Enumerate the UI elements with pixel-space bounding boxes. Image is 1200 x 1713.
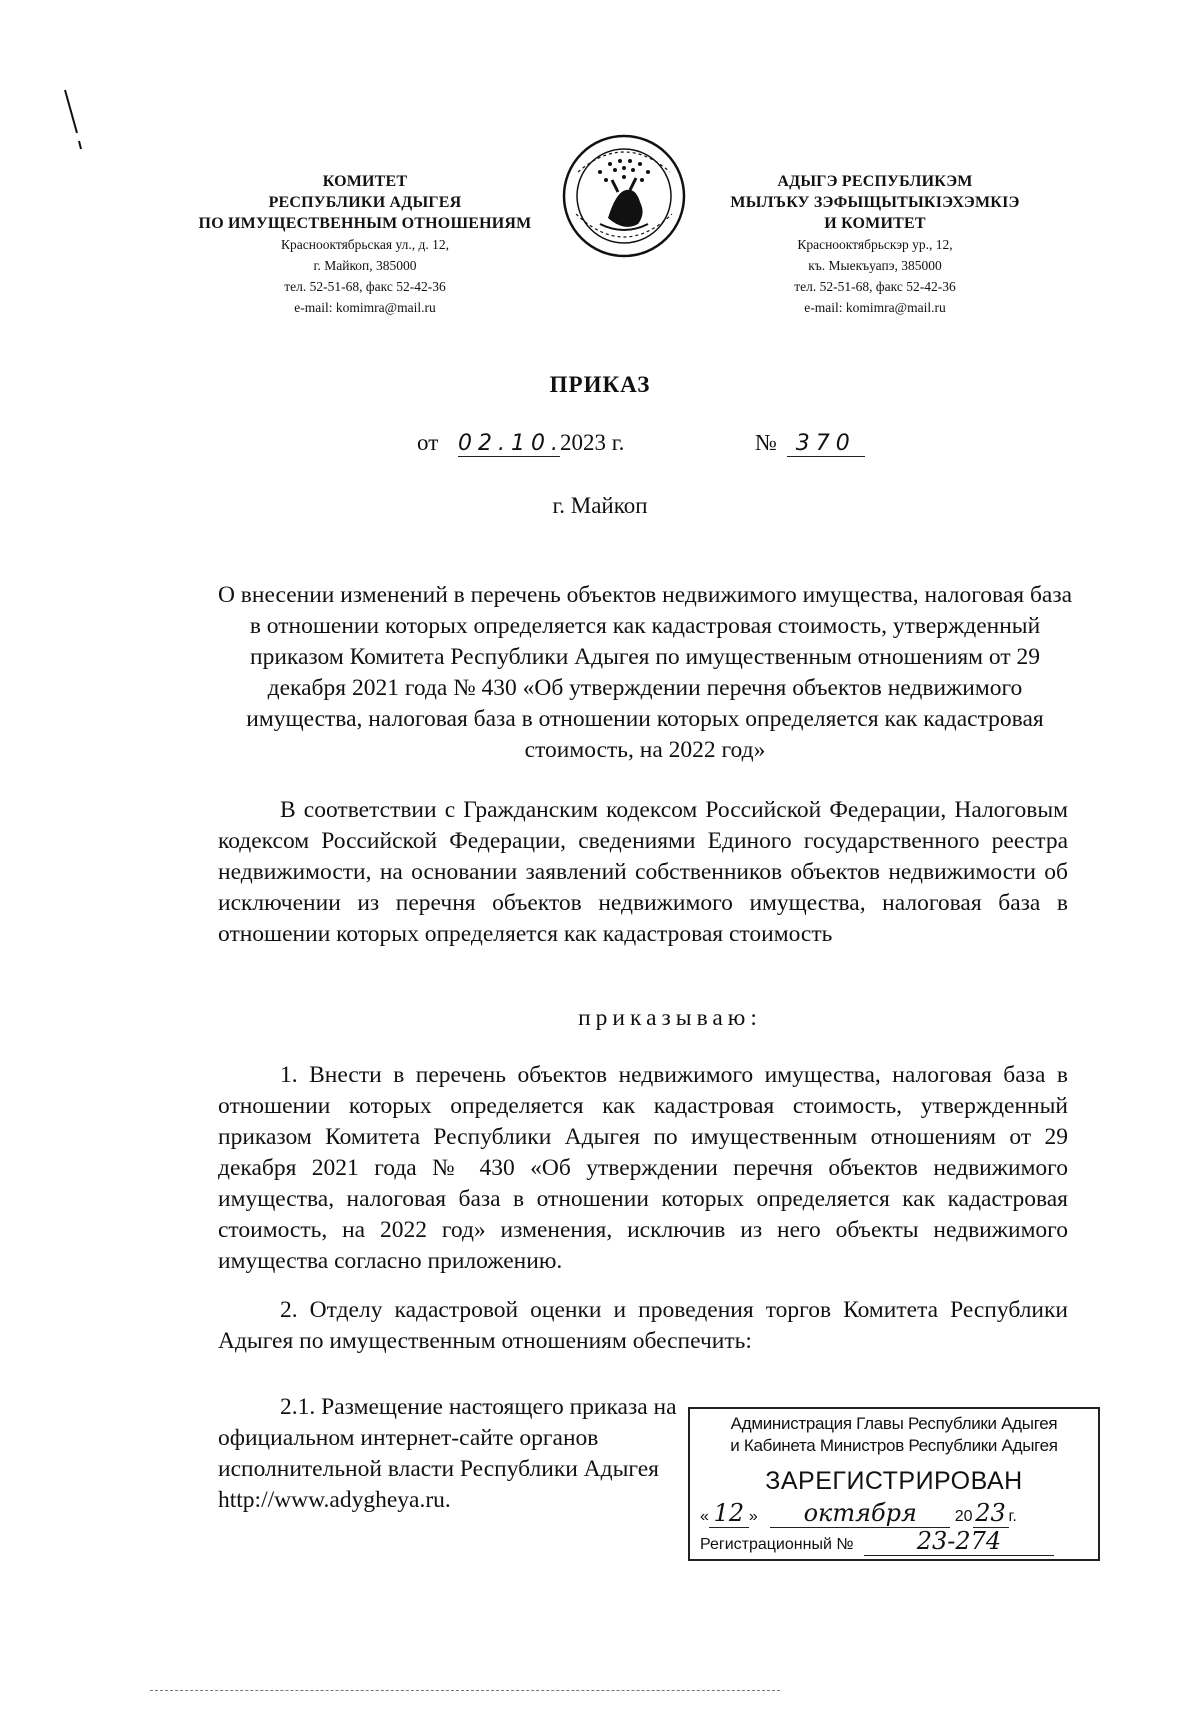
city: г. Майкоп — [552, 493, 648, 518]
org-name-adyghe-line1: АДЫГЭ РЕСПУБЛИКЭМ — [777, 173, 973, 190]
org-phone-adyghe: тел. 52-51-68, факс 52-42-36 — [794, 279, 956, 294]
stamp-month: октября — [770, 1499, 950, 1528]
scan-artifact-line — [150, 1690, 780, 1691]
item-2-1-paragraph: 2.1. Размещение настоящего приказа на официальном интернет-сайте органов исполнительной власти Республики Адыгея http://www.adygheya.ru. — [218, 1394, 677, 1513]
stamp-year-suffix: 23 — [973, 1499, 1009, 1528]
handwritten-date: 02.10. — [458, 431, 564, 456]
org-name-adyghe-line2: МЫЛЪКУ ЗЭФЫЩЫТЫКIЭХЭМКIЭ — [730, 194, 1020, 211]
document-subject: О внесении изменений в перечень объектов недвижимого имущества, налоговая база в отношении которых определяется как кадастровая стоимость, утвержденный приказом Комитета Республики Адыгея по имущественным отношениям от 29 декабря 2021 года № 430 «Об утверждении перечня объектов недвижимого имущества, налоговая база в отношении которых определяется как кадастровая стоимость, на 2022 год» — [217, 582, 1073, 763]
order-word: приказываю: — [578, 1005, 762, 1031]
registration-stamp — [688, 1407, 1100, 1561]
stamp-year-prefix: 20 — [954, 1508, 973, 1525]
org-address-adyghe-line1: Краснооктябрьскэр ур., 12, — [797, 237, 953, 252]
header-left — [190, 171, 540, 318]
org-phone: тел. 52-51-68, факс 52-42-36 — [284, 279, 446, 294]
org-name-line2: РЕСПУБЛИКИ АДЫГЕЯ — [268, 194, 462, 211]
stamp-quote-close: » — [748, 1508, 758, 1525]
pen-mark — [55, 85, 95, 155]
org-email: e-mail: komimra@mail.ru — [294, 300, 436, 315]
org-email-adyghe: e-mail: komimra@mail.ru — [804, 300, 946, 315]
adygea-coat-of-arms-icon — [560, 132, 688, 260]
org-address-line2: г. Майкоп, 385000 — [313, 258, 417, 273]
date-year: 2023 г. — [560, 430, 625, 455]
stamp-authority-line1: Администрация Главы Республики Адыгея — [730, 1414, 1058, 1433]
header-right — [700, 171, 1050, 318]
handwritten-number: 370 — [787, 431, 865, 457]
stamp-date-line — [700, 1499, 1090, 1528]
number-label: № — [755, 430, 777, 455]
org-name-line1: КОМИТЕТ — [322, 173, 408, 190]
stamp-year-g: г. — [1008, 1508, 1017, 1525]
stamp-registered: ЗАРЕГИСТРИРОВАН — [765, 1467, 1023, 1495]
org-name-line3: ПО ИМУЩЕСТВЕННЫМ ОТНОШЕНИЯМ — [198, 215, 532, 232]
number-line — [755, 430, 865, 457]
stamp-reg-line — [700, 1527, 1090, 1556]
item-1-paragraph: 1. Внести в перечень объектов недвижимого имущества, налоговая база в отношении которых определяется как кадастровая стоимость, утвержденный приказом Комитета Республики Адыгея по имущественным отношениям от 29 декабря 2021 года № 430 «Об утверждении перечня объектов недвижимого имущества, налоговая база в отношении которых определяется как кадастровая стоимость, на 2022 год» изменения, исключив из него объекты недвижимого имущества согласно приложению. — [218, 1062, 1068, 1274]
stamp-day: 12 — [709, 1499, 749, 1528]
date-line — [417, 430, 624, 457]
preamble-paragraph: В соответствии с Гражданским кодексом Российской Федерации, Налоговым кодексом Российской Федерации, сведениями Единого государственного реестра недвижимости, на основании заявлений собственников объектов недвижимости об исключении из перечня объектов недвижимого имущества, налоговая база в отношении которых определяется как кадастровая стоимость — [218, 797, 1068, 947]
stamp-authority-line2: и Кабинета Министров Республики Адыгея — [730, 1436, 1058, 1455]
org-address-adyghe-line2: къ. Мыекъуапэ, 385000 — [808, 258, 942, 273]
document-title: ПРИКАЗ — [549, 372, 651, 397]
item-2-paragraph: 2. Отделу кадастровой оценки и проведения торгов Комитета Республики Адыгея по имущественным отношениям обеспечить: — [218, 1297, 1068, 1354]
stamp-reg-number: 23-274 — [864, 1527, 1054, 1556]
stamp-quote-open: « — [700, 1508, 709, 1525]
date-prefix: от — [417, 430, 439, 455]
org-address-line1: Краснооктябрьская ул., д. 12, — [281, 237, 449, 252]
org-name-adyghe-line3: И КОМИТЕТ — [824, 215, 926, 232]
stamp-reg-label: Регистрационный № — [700, 1536, 854, 1553]
